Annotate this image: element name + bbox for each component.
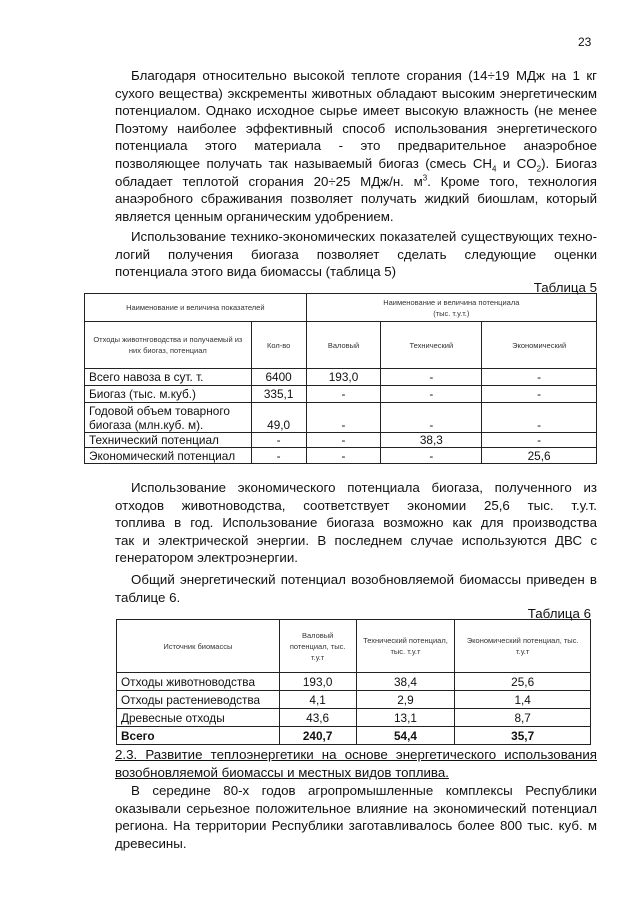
- table-6-caption: Таблица 6: [527, 606, 591, 621]
- paragraph-line: [115, 835, 597, 852]
- text-segment: потенциала этого материала - это предварительное анаэробное: [115, 138, 597, 154]
- table-cell: Биогаз (тыс. м.куб.): [85, 386, 252, 403]
- paragraph-line: [115, 246, 597, 263]
- table-cell: -: [482, 403, 597, 433]
- table-cell: 25,6: [482, 448, 597, 464]
- paragraph-line: [115, 208, 597, 225]
- table-cell: -: [482, 386, 597, 403]
- text-segment: древесины.: [115, 835, 187, 851]
- header-cell: Экономический: [482, 322, 597, 369]
- table-cell: 2,9: [356, 691, 455, 709]
- table-row: [85, 386, 597, 403]
- text-segment: генератором электроэнергии.: [115, 550, 298, 566]
- text-segment: так и электрической энергии. В последнем случае используются ДВС с: [115, 532, 597, 548]
- paragraph-line: [115, 549, 597, 566]
- text-segment: 4: [492, 164, 497, 172]
- table-cell: Отходы растениеводства: [117, 691, 280, 709]
- header-cell: Валовый: [306, 322, 381, 369]
- header-cell: Источник биомассы: [117, 620, 280, 673]
- section-heading-line: [115, 764, 597, 781]
- text-segment: оказывали серьезное положительное влияние на экономический потенциал: [115, 800, 597, 816]
- table-cell: 8,7: [455, 709, 591, 727]
- text-segment: Общий энергетический потенциал возобновляемой биомассы приведен в: [131, 572, 597, 587]
- paragraph-line: [131, 228, 597, 245]
- text-segment: Использование экономического потенциала биогаза, полученного из: [131, 480, 597, 495]
- table-cell: 54,4: [356, 727, 455, 745]
- table-cell: 13,1: [356, 709, 455, 727]
- table-cell: -: [306, 433, 381, 448]
- paragraph-line: [115, 800, 597, 817]
- header-cell: [306, 294, 596, 322]
- text-segment: потенциала этого вида биомассы (таблица 5): [115, 264, 397, 280]
- text-segment: Благодаря относительно высокой теплоте сгорания (14÷19 МДж на 1 кг: [131, 68, 597, 83]
- table-cell: 1,4: [455, 691, 591, 709]
- section-heading-line: [115, 746, 597, 763]
- text-segment: 2.3. Развитие теплоэнергетики на основе энергетического использования: [115, 747, 597, 762]
- header-cell: Наименование и величина показателей: [85, 294, 307, 322]
- table-row: [117, 727, 591, 745]
- paragraph-line: [115, 190, 597, 207]
- table-cell: -: [381, 403, 482, 433]
- table-cell: -: [251, 448, 306, 464]
- table-cell: -: [306, 403, 381, 433]
- table-cell: 335,1: [251, 386, 306, 403]
- table-cell: Отходы животноводства: [117, 673, 280, 691]
- paragraph-line: [131, 479, 597, 496]
- table-cell: 38,4: [356, 673, 455, 691]
- table-cell: Экономический потенциал: [85, 448, 252, 464]
- paragraph-line: [115, 155, 597, 172]
- header-cell: Отходы животнговодства и получаемый из них биогаз, потенциал: [85, 322, 252, 369]
- table-cell: Годовой объем товарного биогаза (млн.куб. м).: [85, 403, 252, 433]
- paragraph-line: [131, 782, 597, 799]
- text-segment: потенциалом. Однако исходное сырье имеет высокую влажность (не менее: [115, 103, 597, 119]
- page-number: 23: [578, 35, 592, 49]
- paragraph-line: [115, 589, 597, 606]
- text-segment: региона. На территории Республики заготавливалось более 800 тыс. куб. м: [115, 818, 597, 834]
- text-segment: . Кроме того, технология: [427, 173, 597, 189]
- header-cell: Кол-во: [251, 322, 306, 369]
- paragraph-line: [115, 817, 597, 834]
- text-segment: 3: [422, 173, 428, 183]
- text-segment: топлива в год. Использование биогаза возможно как для производства: [115, 515, 597, 531]
- text-segment: Использование технико-экономических показателей существующих техно-: [131, 229, 597, 244]
- table-cell: Технический потенциал: [85, 433, 252, 448]
- table-cell: 49,0: [251, 403, 306, 433]
- paragraph-line: [115, 173, 597, 190]
- text-segment: ). Биогаз: [541, 156, 597, 171]
- table-row: [85, 433, 597, 448]
- table-cell: 240,7: [279, 727, 356, 745]
- table-cell: Древесные отходы: [117, 709, 280, 727]
- table-cell: 6400: [251, 369, 306, 386]
- text-segment: является ценным органическим удобрением.: [115, 208, 394, 224]
- table-cell: 25,6: [455, 673, 591, 691]
- text-segment: отходов животноводства, соответствует экономии 25,6 тыс. т.у.т.: [115, 497, 597, 513]
- table-cell: -: [306, 448, 381, 464]
- paragraph-line: [115, 514, 597, 531]
- header-cell: Технический потенциал, тыс. т.у.т: [356, 620, 455, 673]
- table-5-caption: Таблица 5: [533, 280, 597, 295]
- table-6: [116, 619, 591, 745]
- table-row: [117, 709, 591, 727]
- paragraph-line: [115, 263, 597, 280]
- paragraph-line: [115, 85, 597, 102]
- text-segment: анаэробного сбраживания позволяет получать жидкий биошлам, который: [115, 191, 597, 207]
- table-cell: Всего навоза в сут. т.: [85, 369, 252, 386]
- text-segment: позволяющее получать так называемый биогаз (смесь CH: [115, 156, 493, 171]
- header-cell: Валовый потенциал, тыс. т.у.т: [279, 620, 356, 673]
- text-segment: В середине 80-х годов агропромышленные комплексы Республики: [131, 783, 597, 798]
- text-segment: сухого вещества) экскременты животных обладают высоким энергетическим: [115, 85, 597, 101]
- table-cell: 4,1: [279, 691, 356, 709]
- text-segment: Поэтому наиболее эффективный способ использования энергетического: [115, 120, 597, 136]
- table-cell: -: [381, 448, 482, 464]
- table-row: [85, 369, 597, 386]
- table-row: [117, 673, 591, 691]
- table-row: [117, 691, 591, 709]
- table-cell: 38,3: [381, 433, 482, 448]
- text-segment: обладает теплотой сгорания 20÷25 МДж/н. м: [115, 173, 423, 189]
- table-cell: 35,7: [455, 727, 591, 745]
- table-5: [84, 293, 597, 464]
- table-cell: 43,6: [279, 709, 356, 727]
- header-cell: Технический: [381, 322, 482, 369]
- table-cell: -: [251, 433, 306, 448]
- table-cell: -: [381, 386, 482, 403]
- table-row: [85, 403, 597, 433]
- paragraph-line: [115, 102, 597, 119]
- text-segment: 2: [536, 164, 542, 172]
- table-cell: -: [482, 433, 597, 448]
- text-segment: логий получения биогаза позволяет сделать следующие оценки: [115, 246, 597, 262]
- text-segment: и CO: [496, 156, 537, 171]
- paragraph-line: [131, 67, 597, 84]
- table-cell: -: [306, 386, 381, 403]
- text-segment: возобновляемой биомассы и местных видов топлива.: [115, 764, 449, 780]
- header-text: Наименование и величина потенциала: [383, 297, 520, 307]
- paragraph-line: [115, 532, 597, 549]
- text-segment: таблице 6.: [115, 589, 181, 605]
- paragraph-line: [115, 497, 597, 514]
- table-cell: 193,0: [279, 673, 356, 691]
- table-cell: -: [381, 369, 482, 386]
- paragraph-line: [131, 571, 597, 588]
- table-row: [85, 448, 597, 464]
- table-cell: Всего: [117, 727, 280, 745]
- table-cell: -: [482, 369, 597, 386]
- paragraph-line: [115, 137, 597, 154]
- table-cell: 193,0: [306, 369, 381, 386]
- header-cell: Экономический потенциал, тыс. т.у.т: [455, 620, 591, 673]
- header-unit: (тыс. т.у.т.): [433, 308, 470, 318]
- paragraph-line: [115, 120, 597, 137]
